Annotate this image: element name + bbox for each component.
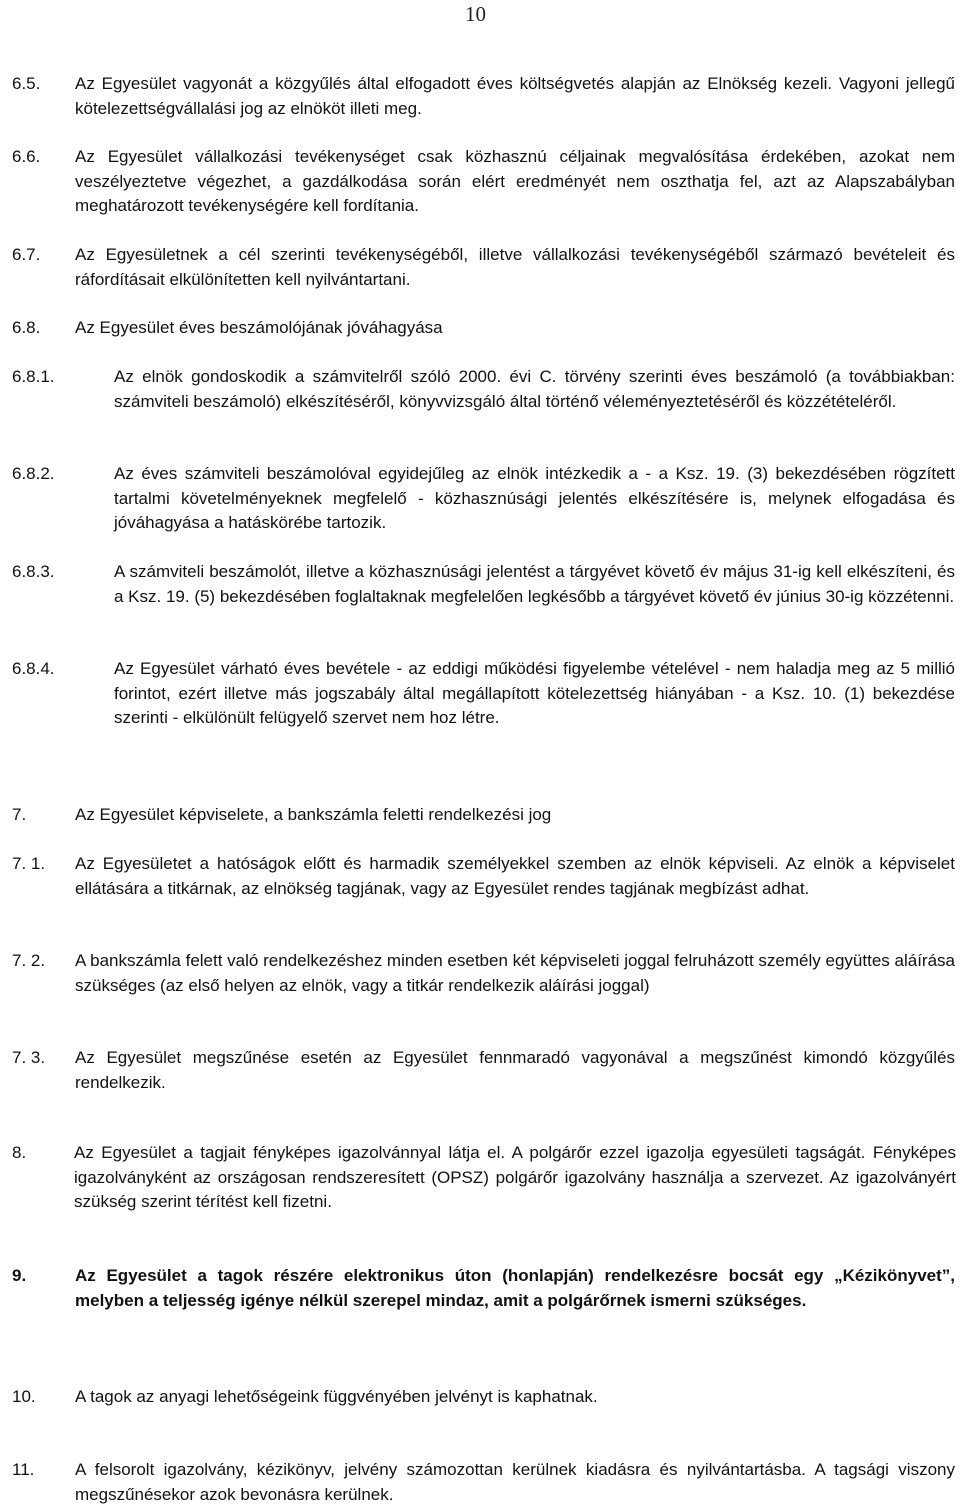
- section-number: 11.: [12, 1460, 35, 1479]
- section-text: Az Egyesület a tagjait fényképes igazolvánnyal látja el. A polgárőr ezzel igazolja egyesületi tagságát. Fényképes igazolványként az országosan rendszeresített (OPSZ) polgárőr igazolvány használja a szervezet. Az igazolványért szükség szerint térítést kell fizetni.: [74, 1143, 956, 1211]
- section-text: Az Egyesületnek a cél szerinti tevékenységéből, illetve vállalkozási tevékenységéből származó bevételeit és ráfordításait elkülönítetten kell nyilvántartani.: [75, 245, 955, 289]
- section-text: A felsorolt igazolvány, kézikönyv, jelvény számozottan kerülnek kiadásra és nyilvántartásba. A tagsági viszony megszűnésekor azok bevonásra kerülnek.: [75, 1460, 955, 1504]
- section-text: Az Egyesület várható éves bevétele - az eddigi működési figyelembe vételével - nem haladja meg az 5 millió forintot, ezért illetve más jogszabály által megállapított kötelezettség hiányában - a Ksz. 10. (1) bekezdése szerinti - elkülönült felügyelő szervet nem hoz létre.: [114, 659, 955, 727]
- section-number: 6.8.3.: [12, 562, 55, 581]
- section-number: 10.: [12, 1387, 36, 1406]
- section-text: A tagok az anyagi lehetőségeink függvényében jelvényt is kaphatnak.: [75, 1387, 598, 1406]
- section-number: 6.8.1.: [12, 367, 55, 386]
- section-text: A számviteli beszámolót, illetve a közhasznúsági jelentést a tárgyévet követő év május 31-ig kell elkészíteni, és a Ksz. 19. (5) bekezdésében foglaltaknak megfelelően legkésőbb a tárgyévet követő év június 30-ig közzétenni.: [114, 562, 955, 606]
- section-number: 7. 1.: [12, 854, 46, 873]
- section-text: Az Egyesület vagyonát a közgyűlés által elfogadott éves költségvetés alapján az Elnökség kezeli. Vagyoni jellegű kötelezettségvállalási jog az elnököt illeti meg.: [75, 74, 955, 118]
- section-number: 9.: [12, 1266, 27, 1285]
- section-number: 6.6.: [12, 147, 41, 166]
- section-heading: Az Egyesület éves beszámolójának jóváhagyása: [75, 318, 443, 337]
- section-number: 7. 2.: [12, 951, 46, 970]
- section-number: 6.8.2.: [12, 464, 55, 483]
- section-text: A bankszámla felett való rendelkezéshez minden esetben két képviseleti joggal felruházott személy együttes aláírása szükséges (az első helyen az elnök, vagy a titkár rendelkezik aláírási joggal): [75, 951, 955, 995]
- section-text: Az Egyesület vállalkozási tevékenységet csak közhasznú céljainak megvalósítása érdekében, azokat nem veszélyeztetve végezhet, a gazdálkodása során elért eredményét nem oszthatja fel, azt az Alapszabályban meghatározott tevékenységére kell fordítania.: [75, 147, 955, 215]
- section-heading: Az Egyesület képviselete, a bankszámla feletti rendelkezési jog: [75, 805, 552, 824]
- section-text: Az Egyesület megszűnése esetén az Egyesület fennmaradó vagyonával a megszűnést kimondó közgyűlés rendelkezik.: [75, 1048, 955, 1092]
- section-text: Az éves számviteli beszámolóval egyidejűleg az elnök intézkedik a - a Ksz. 19. (3) bekezdésében rögzített tartalmi követelményeknek megfelelő - közhasznúsági jelentés elkészítésére is, melynek elfogadása és jóváhagyása a hatáskörébe tartozik.: [114, 464, 955, 532]
- section-number: 7.: [12, 805, 27, 824]
- section-text: Az Egyesületet a hatóságok előtt és harmadik személyekkel szemben az elnök képviseli. Az elnök a képviselet ellátására a titkárnak, az elnökség tagjának, vagy az Egyesület rendes tagjának megbízást adhat.: [75, 854, 955, 898]
- section-text: Az elnök gondoskodik a számvitelről szóló 2000. évi C. törvény szerinti éves beszámoló (a továbbiakban: számviteli beszámoló) elkészítéséről, könyvvizsgáló által történő véleményeztetéséről és közzétételéről.: [114, 367, 955, 411]
- section-number: 6.8.4.: [12, 659, 55, 678]
- section-number: 6.8.: [12, 318, 41, 337]
- section-number: 6.7.: [12, 245, 41, 264]
- section-number: 8.: [12, 1143, 27, 1162]
- section-number: 6.5.: [12, 74, 41, 93]
- section-text: Az Egyesület a tagok részére elektronikus úton (honlapján) rendelkezésre bocsát egy „Kézikönyvet”, melyben a teljesség igénye nélkül szerepel mindaz, amit a polgárőrnek ismerni szükséges.: [75, 1266, 955, 1310]
- section-number: 7. 3.: [12, 1048, 46, 1067]
- page-number: 10: [465, 2, 486, 26]
